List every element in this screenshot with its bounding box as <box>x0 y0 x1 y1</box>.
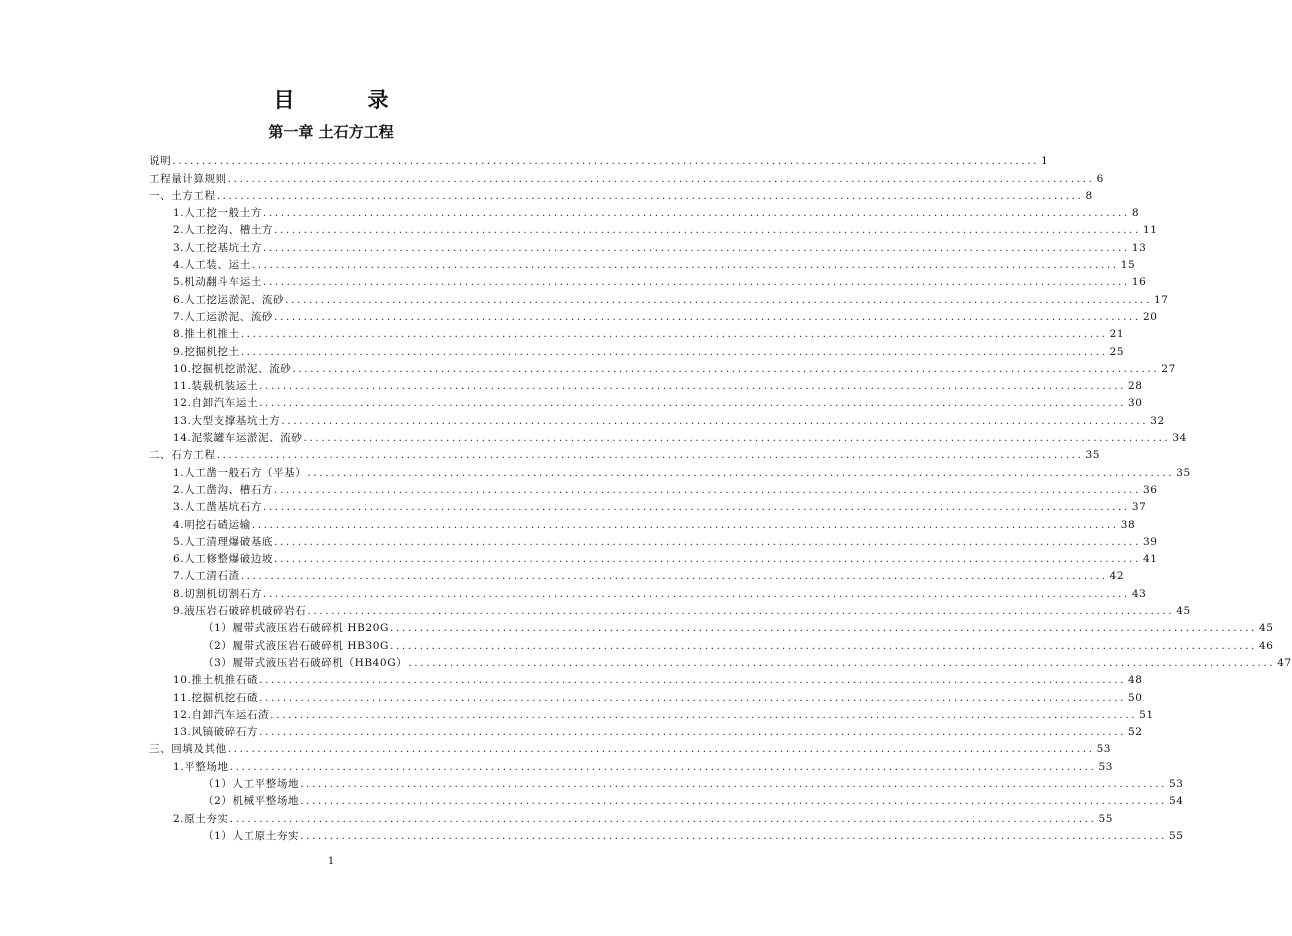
toc-entry-label: 10.推土机推石碴 <box>173 674 259 687</box>
toc-entry-label: 8.推土机推土 <box>173 328 240 341</box>
toc-entry-page: 37 <box>1131 501 1147 514</box>
toc-entry <box>0 670 1143 687</box>
toc-entry-page: 28 <box>1128 380 1143 393</box>
chapter-heading: 第一章 土石方工程 <box>268 123 394 141</box>
toc-entry-page: 41 <box>1142 553 1158 566</box>
dot-leader: .................................................................................................................................................. <box>303 432 1171 445</box>
toc-entry-page: 35 <box>1085 449 1101 462</box>
toc-entry-label: 10.挖掘机挖淤泥、流砂 <box>173 362 292 375</box>
toc-entry-label: （3）履带式液压岩石破碎机（HB40G） <box>203 656 408 669</box>
toc-entry-page: 20 <box>1142 310 1158 323</box>
toc-entry-page: 53 <box>1096 743 1112 756</box>
toc-entry <box>0 445 1101 462</box>
toc-entry-label: 12.自卸汽车运石渣 <box>173 708 270 721</box>
dot-leader: .................................................................................................................................................. <box>281 414 1149 427</box>
dot-leader: .................................................................................................................................................. <box>216 189 1084 202</box>
toc-entry-label: 13.大型支撑基坑土方 <box>173 414 281 427</box>
toc-entry-label: 9.挖掘机挖土 <box>173 345 240 358</box>
toc-entry-page: 50 <box>1128 691 1143 704</box>
toc-entry-page: 34 <box>1172 432 1187 445</box>
dot-leader: .................................................................................................................................................. <box>259 674 1127 687</box>
toc-entry-label: 一、土方工程 <box>149 189 216 202</box>
toc-entry-label: 1.人工凿一般石方（平基） <box>173 466 307 479</box>
toc-entry <box>0 618 1274 635</box>
toc-entry <box>0 428 1187 445</box>
toc-entry-label: 1.平整场地 <box>173 760 229 773</box>
toc-entry-page: 32 <box>1150 414 1165 427</box>
toc-entry-label: 13.风镐破碎石方 <box>173 726 259 739</box>
toc-entry <box>0 583 1147 600</box>
dot-leader: .................................................................................................................................................. <box>300 795 1167 808</box>
toc-entry-page: 42 <box>1109 570 1125 583</box>
toc-entry-page: 8 <box>1085 189 1093 202</box>
dot-leader: .................................................................................................................................................. <box>259 691 1127 704</box>
dot-leader: .................................................................................................................................................. <box>274 310 1141 323</box>
toc-entry-label: 二、石方工程 <box>149 449 216 462</box>
toc-entry-label: 4.人工装、运土 <box>173 259 251 272</box>
toc-entry-label: 8.切割机切割石方 <box>173 587 262 600</box>
toc-entry <box>0 601 1191 618</box>
toc-entry-label: 说明 <box>149 155 172 168</box>
toc-entry-page: 36 <box>1142 483 1158 496</box>
toc-entry <box>0 480 1158 497</box>
toc-entry-label: 11.挖掘机挖石碴 <box>173 691 259 704</box>
toc-entry <box>0 307 1158 324</box>
toc-entry <box>0 791 1184 808</box>
toc-entry-page: 55 <box>1098 812 1114 825</box>
toc-entry <box>0 393 1143 410</box>
toc-entry <box>0 237 1147 254</box>
toc-entry-page: 1 <box>1041 155 1049 168</box>
toc-entry <box>0 341 1125 358</box>
toc-entry-label: 3.人工挖基坑土方 <box>173 241 262 254</box>
toc-entry-page: 17 <box>1154 293 1169 306</box>
dot-leader: .................................................................................................................................................. <box>262 241 1130 254</box>
dot-leader: .................................................................................................................................................. <box>216 449 1084 462</box>
toc-entry-label: （1）履带式液压岩石破碎机 HB20G <box>203 622 390 635</box>
toc-entry <box>0 203 1140 220</box>
toc-entry <box>0 635 1274 652</box>
toc-entry-label: （1）人工平整场地 <box>203 777 300 790</box>
toc-entry-page: 52 <box>1128 726 1143 739</box>
toc-entry <box>0 410 1165 427</box>
dot-leader: .................................................................................................................................................. <box>307 605 1175 618</box>
toc-entry-label: 6.人工修整爆破边坡 <box>173 553 274 566</box>
toc-entry <box>0 255 1136 272</box>
toc-entry-label: 5.机动翻斗车运土 <box>173 276 262 289</box>
dot-leader: .................................................................................................................................................. <box>240 345 1108 358</box>
dot-leader: .................................................................................................................................................. <box>300 829 1167 842</box>
toc-entry <box>0 774 1184 791</box>
toc-entry-label: 11.装载机装运土 <box>173 380 259 393</box>
toc-entry-page: 16 <box>1131 276 1147 289</box>
toc-entry-page: 38 <box>1120 518 1136 531</box>
toc-entry-page: 48 <box>1128 674 1143 687</box>
toc-entry-label: 1.人工挖一般土方 <box>173 207 262 220</box>
toc-entry <box>0 739 1112 756</box>
toc-entry-label: 2.人工凿沟、槽石方 <box>173 483 274 496</box>
toc-entry-label: 14.泥浆罐车运淤泥、流砂 <box>173 432 303 445</box>
toc-entry-page: 21 <box>1109 328 1125 341</box>
toc-entry-page: 6 <box>1096 172 1104 185</box>
toc-entry-label: 4.明挖石碴运输 <box>173 518 251 531</box>
dot-leader: .................................................................................................................................................. <box>408 656 1276 669</box>
dot-leader: .................................................................................................................................................. <box>262 276 1130 289</box>
toc-entry-label: 12.自卸汽车运土 <box>173 397 259 410</box>
toc-entry-label: 7.人工清石渣 <box>173 570 240 583</box>
toc-entry-page: 43 <box>1131 587 1147 600</box>
dot-leader: .................................................................................................................................................. <box>259 726 1127 739</box>
toc-entry <box>0 376 1143 393</box>
toc-entry <box>0 722 1143 739</box>
toc-entry-label: （1）人工原土夯实 <box>203 829 300 842</box>
dot-leader: .................................................................................................................................................. <box>240 570 1108 583</box>
toc-entry-label: 2.原土夯实 <box>173 812 229 825</box>
toc-entry-page: 45 <box>1176 605 1191 618</box>
dot-leader: .................................................................................................................................................. <box>240 328 1108 341</box>
toc-entry-page: 51 <box>1139 708 1154 721</box>
toc-entry <box>0 151 1049 168</box>
toc-entry <box>0 514 1136 531</box>
toc-entry-label: （2）机械平整场地 <box>203 795 300 808</box>
dot-leader: .................................................................................................................................................. <box>390 622 1257 635</box>
toc-entry-label: 3.人工凿基坑石方 <box>173 501 262 514</box>
toc-entry <box>0 186 1093 203</box>
dot-leader: .................................................................................................................................................. <box>300 777 1167 790</box>
dot-leader: .................................................................................................................................................. <box>262 501 1130 514</box>
toc-entry-page: 45 <box>1258 622 1274 635</box>
page-number: 1 <box>327 856 335 867</box>
toc-entry <box>0 220 1158 237</box>
dot-leader: .................................................................................................................................................. <box>292 362 1160 375</box>
dot-leader: .................................................................................................................................................. <box>274 483 1141 496</box>
toc-entry <box>0 497 1147 514</box>
toc-entry-page: 55 <box>1169 829 1184 842</box>
toc-entry-page: 46 <box>1258 639 1274 652</box>
dot-leader: .................................................................................................................................................. <box>227 743 1095 756</box>
toc-entry-page: 30 <box>1128 397 1143 410</box>
toc-entry-page: 39 <box>1142 535 1158 548</box>
toc-entry-label: 6.人工挖运淤泥、流砂 <box>173 293 285 306</box>
dot-leader: .................................................................................................................................................. <box>262 587 1130 600</box>
toc-entry-page: 54 <box>1169 795 1184 808</box>
toc-entry-label: （2）履带式液压岩石破碎机 HB30G <box>203 639 390 652</box>
toc-entry <box>0 705 1154 722</box>
dot-leader: .................................................................................................................................................. <box>274 553 1141 566</box>
toc-entry-label: 9.液压岩石破碎机破碎岩石 <box>173 605 307 618</box>
toc-entry-page: 27 <box>1161 362 1176 375</box>
toc-entry <box>0 289 1169 306</box>
toc-entry <box>0 756 1114 773</box>
dot-leader: .................................................................................................................................................. <box>274 224 1141 237</box>
toc-entry <box>0 168 1104 185</box>
dot-leader: .................................................................................................................................................. <box>390 639 1257 652</box>
toc-entry <box>0 462 1191 479</box>
toc-entry-page: 35 <box>1176 466 1191 479</box>
toc-entry <box>0 826 1184 843</box>
toc-entry <box>0 549 1158 566</box>
dot-leader: .................................................................................................................................................. <box>262 207 1130 220</box>
toc-entry-label: 工程量计算规则 <box>149 172 227 185</box>
toc-entry-label: 5.人工清理爆破基底 <box>173 535 274 548</box>
dot-leader: .................................................................................................................................................. <box>227 172 1095 185</box>
dot-leader: .................................................................................................................................................. <box>229 760 1097 773</box>
toc-entry <box>0 532 1158 549</box>
dot-leader: .................................................................................................................................................. <box>259 397 1127 410</box>
toc-entry-page: 15 <box>1120 259 1136 272</box>
dot-leader: .................................................................................................................................................. <box>274 535 1141 548</box>
toc-entry <box>0 324 1125 341</box>
toc-entry-page: 47 <box>1277 656 1292 669</box>
toc-entry-label: 2.人工挖沟、槽土方 <box>173 224 274 237</box>
toc-entry-page: 13 <box>1131 241 1147 254</box>
toc-entry <box>0 653 1292 670</box>
toc-entry <box>0 566 1125 583</box>
toc-entry <box>0 808 1114 825</box>
toc-entry-page: 53 <box>1098 760 1114 773</box>
toc-entry-label: 7.人工运淤泥、流砂 <box>173 310 274 323</box>
toc-entry <box>0 687 1143 704</box>
page-title: 目 录 <box>273 88 415 112</box>
toc-entry-page: 53 <box>1169 777 1184 790</box>
dot-leader: .................................................................................................................................................. <box>172 155 1040 168</box>
toc-entry-page: 8 <box>1131 207 1140 220</box>
table-of-contents <box>0 151 1292 843</box>
dot-leader: .................................................................................................................................................. <box>229 812 1097 825</box>
dot-leader: .................................................................................................................................................. <box>307 466 1175 479</box>
dot-leader: .................................................................................................................................................. <box>251 259 1119 272</box>
dot-leader: .................................................................................................................................................. <box>285 293 1153 306</box>
dot-leader: .................................................................................................................................................. <box>251 518 1119 531</box>
toc-entry <box>0 359 1176 376</box>
toc-entry <box>0 272 1147 289</box>
toc-entry-page: 11 <box>1142 224 1158 237</box>
toc-entry-label: 三、回填及其他 <box>149 743 227 756</box>
toc-entry-page: 25 <box>1109 345 1125 358</box>
dot-leader: .................................................................................................................................................. <box>270 708 1138 721</box>
dot-leader: .................................................................................................................................................. <box>259 380 1127 393</box>
